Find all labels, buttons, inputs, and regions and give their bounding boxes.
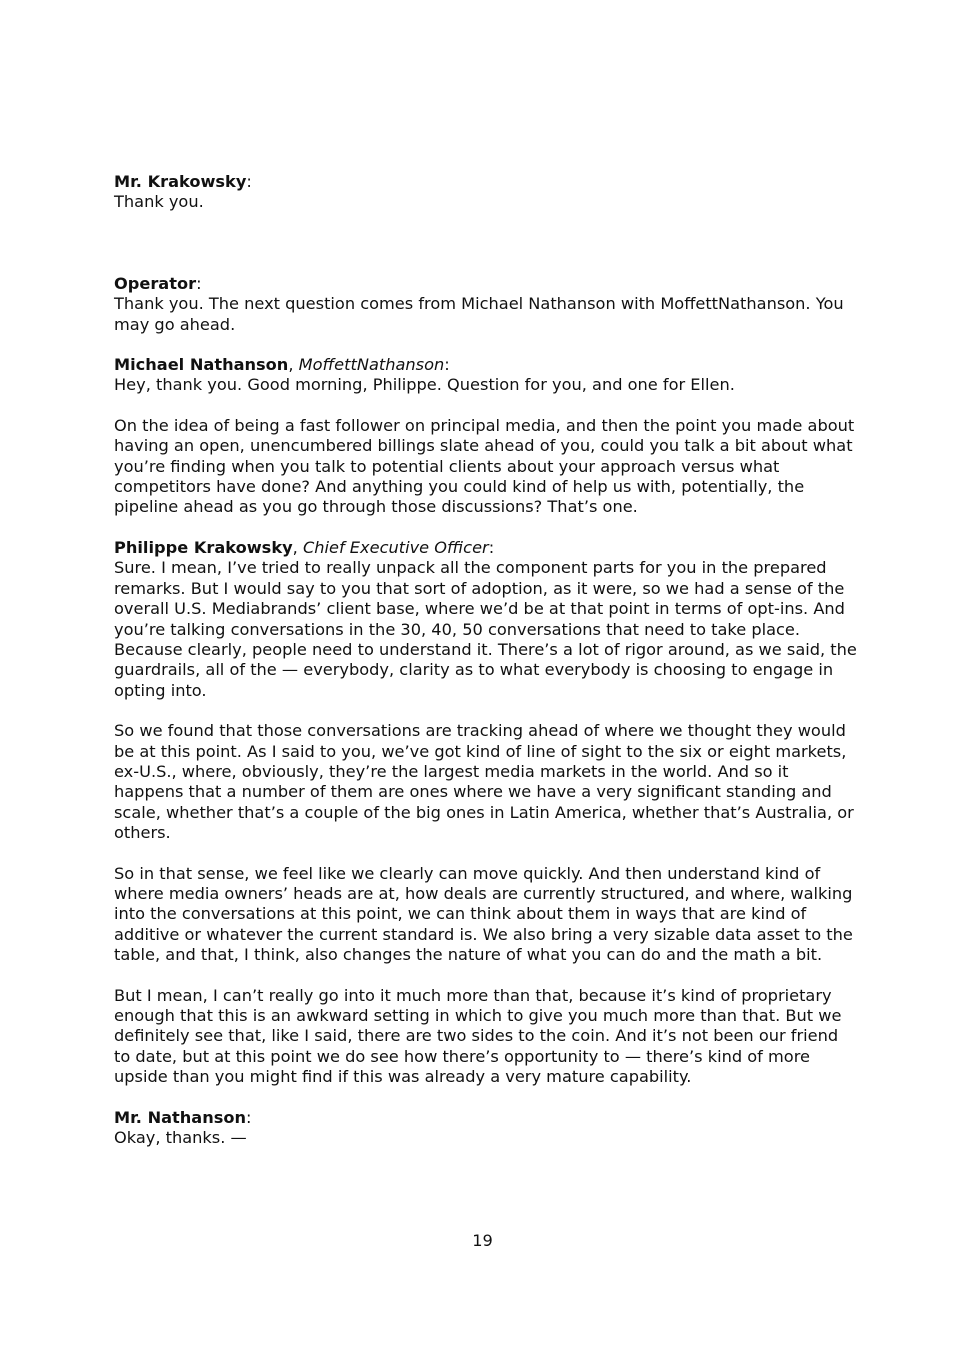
utterance-paragraph: Okay, thanks. — <box>114 1128 247 1148</box>
utterance-paragraph: Sure. I mean, I’ve tried to really unpack all the component parts for you in the prepared remarks. But I would say to you that sort of adoption, as it were, so we had a sense of the overall U.S. Mediabrands’ client base, where we’d be at that point in terms of opt-ins. And you’re talking conversations in the 30, 40, 50 conversations that need to take place. Because clearly, people need to understand it. There’s a lot of rigor around, as we said, the guardrails, all of the — everybody, clarity as to what everybody is choosing to engage in opting into. <box>114 558 857 700</box>
utterance-paragraph: Thank you. The next question comes from Michael Nathanson with MoffettNathanson. You may go ahead. <box>114 294 844 334</box>
speaker-line: Mr. Krakowsky: <box>114 172 252 191</box>
speaker-name: Operator <box>114 273 197 293</box>
transcript-content <box>114 172 859 1148</box>
speaker-line: Michael Nathanson, MoffettNathanson: <box>114 355 450 375</box>
speaker-turn <box>114 538 859 1088</box>
speaker-name: Michael Nathanson <box>114 355 289 375</box>
speaker-title: MoffettNathanson <box>298 355 445 375</box>
speaker-line: Mr. Nathanson: <box>114 1107 252 1127</box>
speaker-line: Operator: <box>114 273 202 293</box>
utterance-paragraph: So in that sense, we feel like we clearly can move quickly. And then understand kind of where media owners’ heads are at, how deals are currently structured, and where, walking into the conversations at this point, we can think about them in ways that are kind of additive or whatever the current standard is. We also bring a very sizable data asset to the table, and that, I think, also changes the nature of what you can do and the math a bit. <box>114 863 853 965</box>
speaker-turn <box>114 1108 859 1149</box>
speaker-turn <box>114 172 859 213</box>
page-number: 19 <box>472 1231 493 1250</box>
speaker-name: Mr. Nathanson <box>114 1107 247 1127</box>
utterance-paragraph: Thank you. <box>114 192 204 212</box>
utterance-paragraph: Hey, thank you. Good morning, Philippe. Question for you, and one for Ellen. <box>114 375 735 395</box>
utterance-paragraph: So we found that those conversations are tracking ahead of where we thought they would be at this point. As I said to you, we’ve got kind of line of sight to the six or eight markets, ex-U.S., where, obviously, they’re the largest media markets in the world. And so it happens that a number of them are ones where we have a very significant standing and scale, whether that’s a couple of the big ones in Latin America, whether that’s Australia, or others. <box>114 721 854 843</box>
speaker-name: Mr. Krakowsky <box>114 172 247 191</box>
speaker-turn <box>114 355 859 518</box>
speaker-title: Chief Executive Officer <box>302 537 489 557</box>
utterance-paragraph: But I mean, I can’t really go into it much more than that, because it’s kind of proprietary enough that this is an awkward setting in which to give you much more than that. But we definitely see that, like I said, there are two sides to the coin. And it’s not been our friend to date, but at this point we do see how there’s opportunity to — there’s kind of more upside than you might find if this was already a very mature capability. <box>114 985 842 1087</box>
speaker-turn <box>114 274 859 335</box>
speaker-line: Philippe Krakowsky, Chief Executive Officer: <box>114 537 495 557</box>
speaker-name: Philippe Krakowsky <box>114 537 293 557</box>
utterance-paragraph: On the idea of being a fast follower on principal media, and then the point you made about having an open, unencumbered billings slate ahead of you, could you talk a bit about what you’re finding when you talk to potential clients about your approach versus what competitors have done? And anything you could kind of help us with, potentially, the pipeline ahead as you go through those discussions? That’s one. <box>114 415 855 517</box>
